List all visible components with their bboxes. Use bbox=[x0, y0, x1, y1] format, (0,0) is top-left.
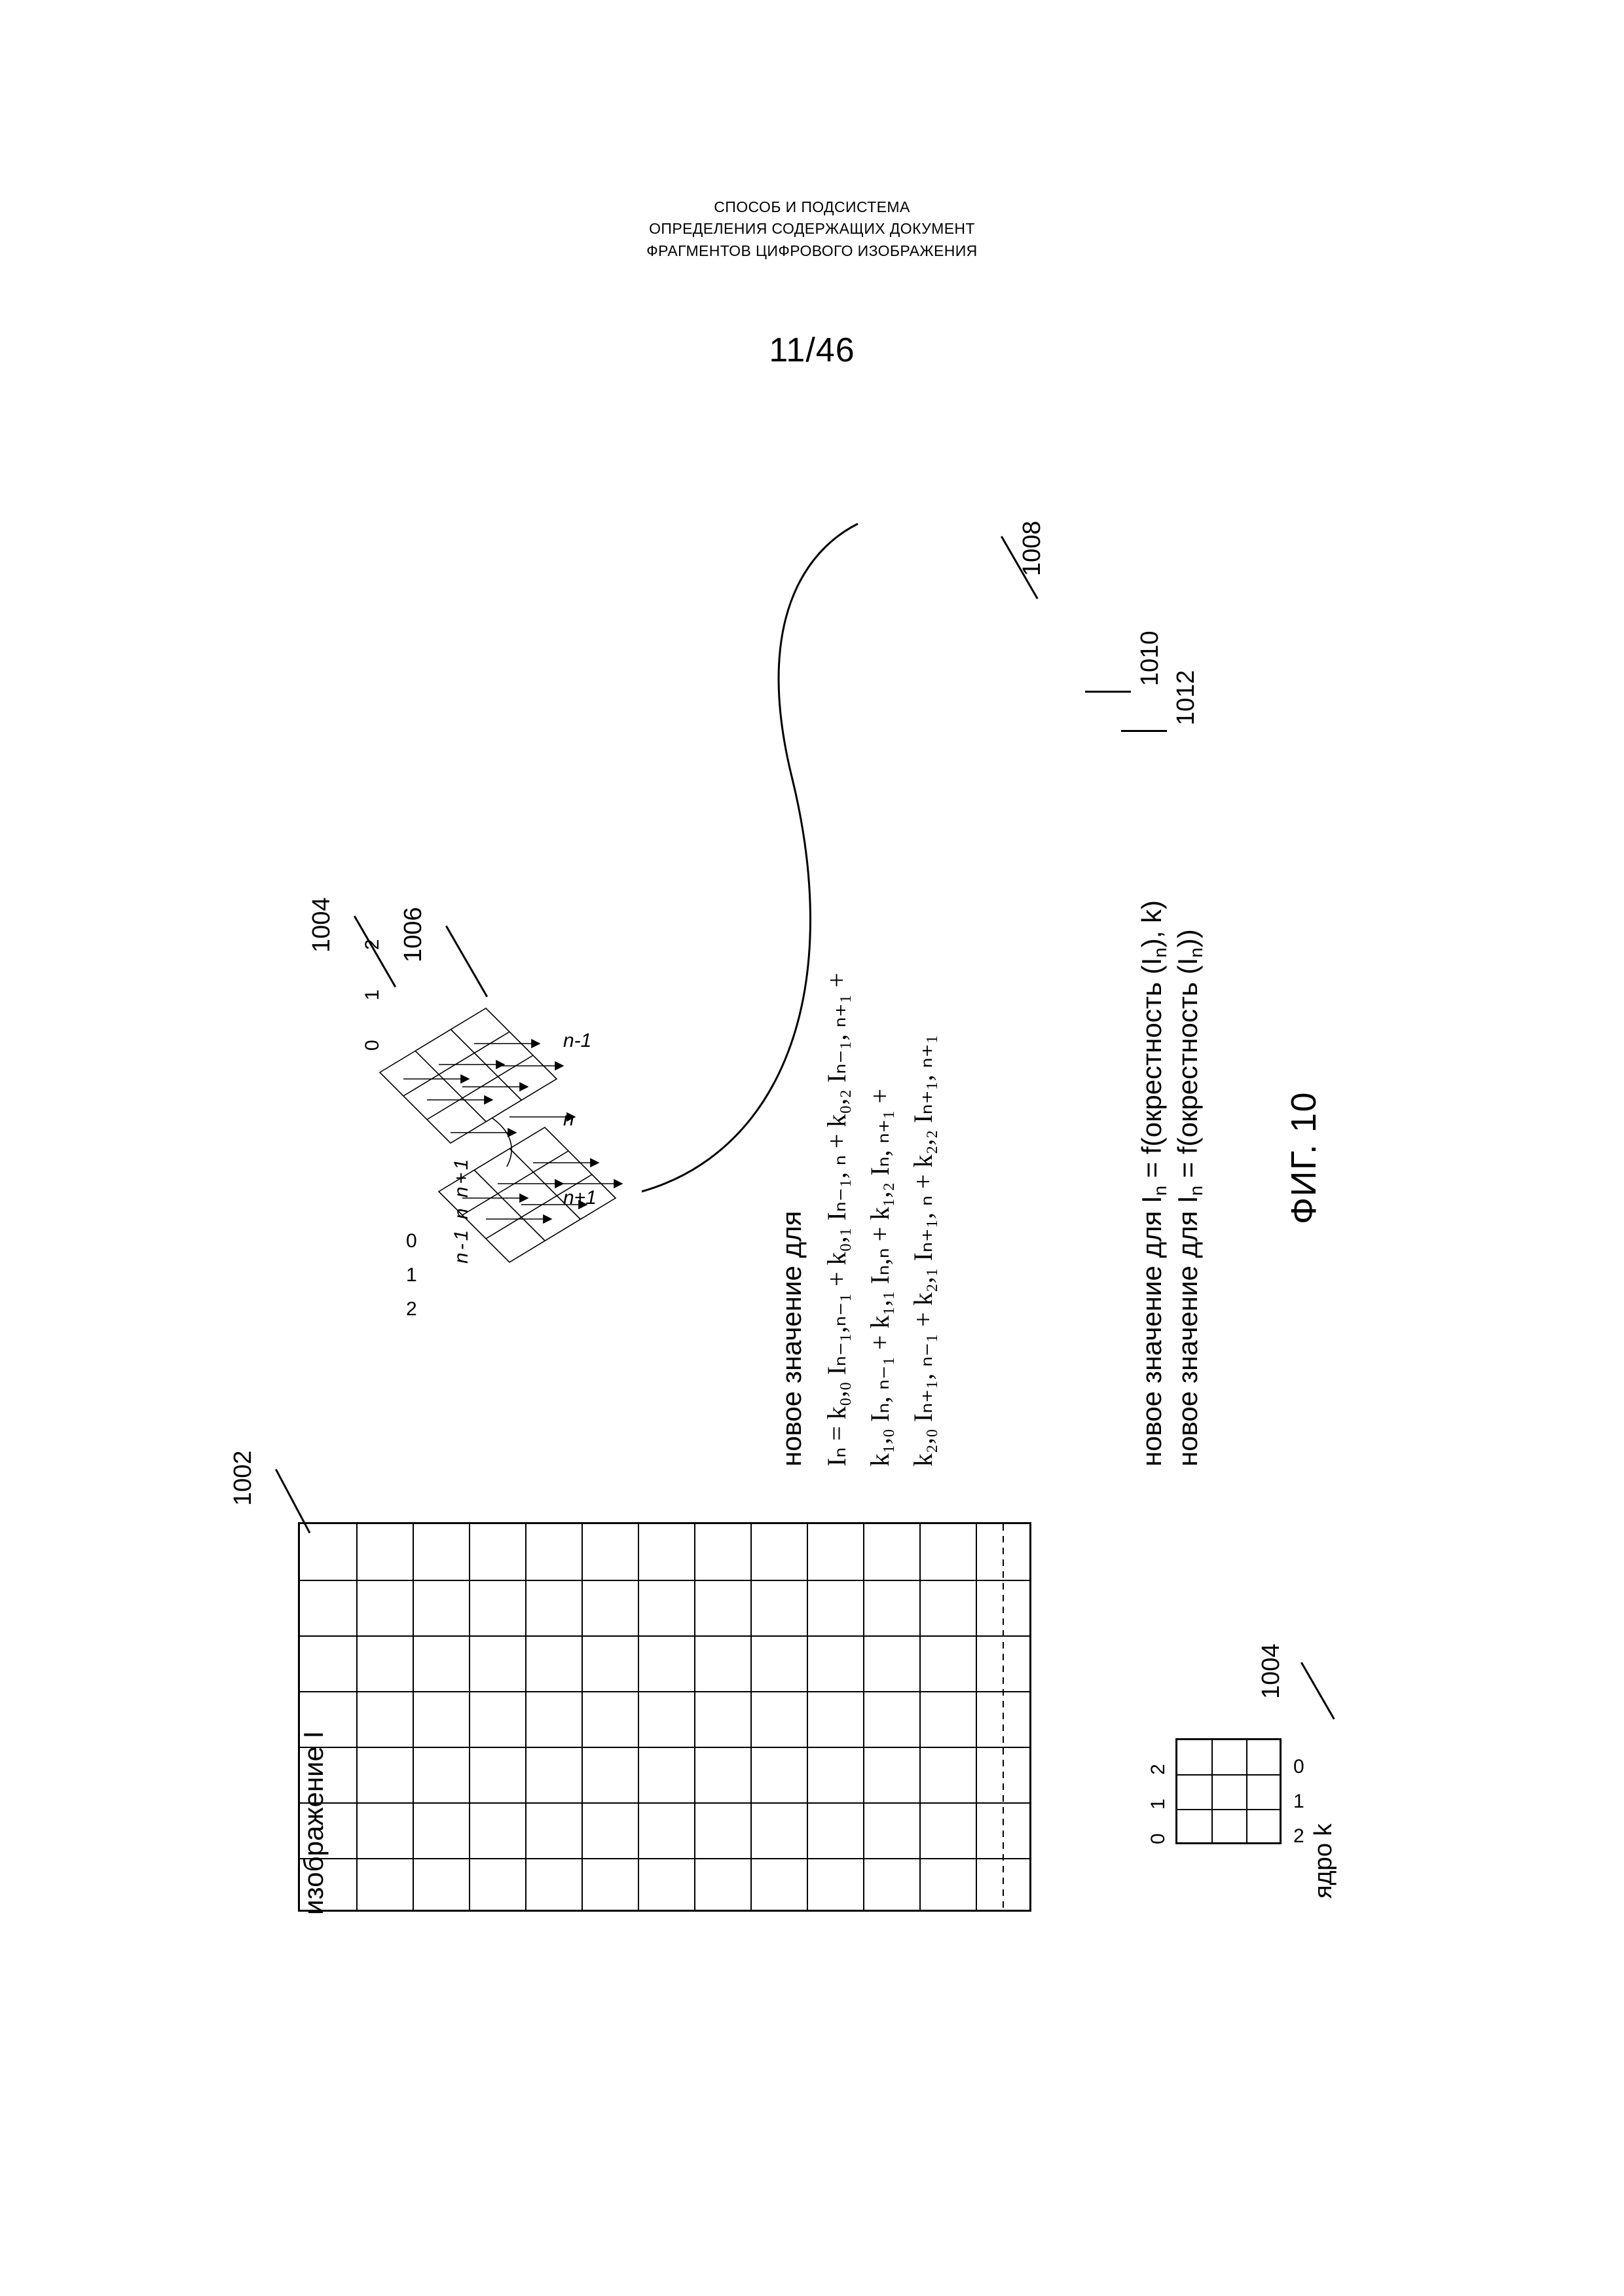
new-value-for-label: новое значение для bbox=[776, 1211, 807, 1467]
kernel-grid bbox=[1175, 1738, 1282, 1844]
grid3d-front-row-2: n+1 bbox=[563, 1187, 597, 1209]
grid3d-front-col-labels: n-1 n n+1 bbox=[451, 1156, 472, 1264]
kernel-col-labels: 0 1 2 bbox=[1147, 1755, 1169, 1844]
label-1004-top: 1004 bbox=[308, 897, 335, 953]
nv1012-mid: = f(окрестность (I bbox=[1172, 957, 1203, 1186]
grid3d-front-row-0: n-1 bbox=[563, 1030, 592, 1051]
label-1008: 1008 bbox=[1018, 520, 1046, 576]
image-grid bbox=[298, 1522, 1031, 1912]
leader-line-1006 bbox=[445, 926, 488, 998]
nv1012-sub1: n bbox=[1185, 1185, 1206, 1196]
leader-line-1004-bottom bbox=[1301, 1662, 1335, 1720]
kernel-caption: ядро k bbox=[1310, 1823, 1337, 1899]
figure-caption: ФИГ. 10 bbox=[1284, 1091, 1323, 1224]
grid3d-front-row-labels bbox=[563, 1002, 597, 1237]
header-line-2: ОПРЕДЕЛЕНИЯ СОДЕРЖАЩИХ ДОКУМЕНТ bbox=[649, 220, 975, 238]
grid3d-top-col-labels: 0 1 2 bbox=[361, 922, 383, 1051]
nv1012-prefix: новое значение для I bbox=[1172, 1195, 1203, 1467]
label-1010: 1010 bbox=[1136, 630, 1164, 686]
label-1012: 1012 bbox=[1172, 670, 1200, 725]
document-header bbox=[0, 196, 1624, 262]
equation-line-2: k₁,₀ Iₙ, ₙ₋₁ + k₁,₁ Iₙ,ₙ + k₁,₂ Iₙ, ₙ₊₁ + bbox=[865, 1088, 895, 1467]
grid3d-row-1: 1 bbox=[406, 1264, 417, 1286]
grid3d-row-2: 2 bbox=[406, 1298, 417, 1320]
nv1010-prefix: новое значение для I bbox=[1136, 1195, 1167, 1467]
equation-line-3: k₂,₀ Iₙ₊₁, ₙ₋₁ + k₂,₁ Iₙ₊₁, ₙ + k₂,₂ Iₙ₊₁, ₙ₊₁ bbox=[908, 1034, 938, 1467]
new-value-line-1010 bbox=[1136, 900, 1171, 1467]
nv1010-sub2: n bbox=[1149, 947, 1170, 958]
leader-line-1010 bbox=[1085, 691, 1131, 693]
leader-line-1002 bbox=[275, 1469, 310, 1534]
nv1012-sub2: n bbox=[1185, 947, 1206, 958]
nv1012-tail: )) bbox=[1172, 929, 1203, 948]
label-1006: 1006 bbox=[399, 907, 427, 962]
label-1002: 1002 bbox=[229, 1450, 257, 1506]
leader-line-1012 bbox=[1121, 730, 1167, 732]
kernel-row-label-0: 0 bbox=[1293, 1756, 1304, 1777]
kernel-row-label-2: 2 bbox=[1293, 1825, 1304, 1847]
grid3d-front-row-1: n bbox=[563, 1108, 574, 1130]
nv1010-tail: ), k) bbox=[1136, 900, 1167, 948]
kernel-row-label-1: 1 bbox=[1293, 1791, 1304, 1812]
image-grid-caption: изображение I bbox=[298, 1730, 329, 1915]
grid3d-row-0: 0 bbox=[406, 1230, 417, 1252]
nv1010-mid: = f(окрестность (I bbox=[1136, 957, 1167, 1186]
equation-line-1: Iₙ = k₀,₀ Iₙ₋₁,ₙ₋₁ + k₀,₁ Iₙ₋₁, ₙ + k₀,₂ Iₙ₋₁, ₙ₊₁ + bbox=[822, 972, 851, 1467]
header-line-1: СПОСОБ И ПОДСИСТЕМА bbox=[714, 198, 910, 215]
convolution-equation bbox=[815, 973, 945, 1467]
kernel-row-labels bbox=[1293, 1749, 1304, 1853]
nv1010-sub1: n bbox=[1149, 1185, 1170, 1196]
header-line-3: ФРАГМЕНТОВ ЦИФРОВОГО ИЗОБРАЖЕНИЯ bbox=[646, 242, 978, 259]
label-1004-bottom: 1004 bbox=[1257, 1643, 1285, 1699]
page-number: 11/46 bbox=[769, 331, 855, 369]
grid3d-left-row-labels bbox=[406, 1224, 417, 1326]
new-value-line-1012 bbox=[1172, 929, 1207, 1467]
